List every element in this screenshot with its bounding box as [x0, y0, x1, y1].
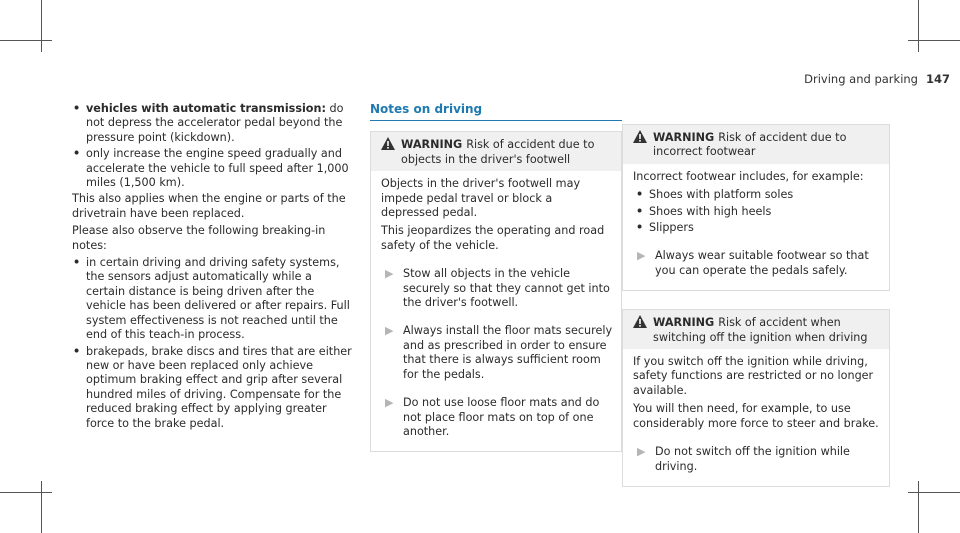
- warning-title: Risk of accident due to objects in the driver's footwell: [401, 138, 595, 166]
- action-text: Stow all objects in the vehicle securely so that they cannot get into the driver's footwell.: [403, 267, 610, 310]
- title-rule: [370, 120, 622, 121]
- warning-box: [370, 131, 622, 452]
- bullet-dot-icon: •: [636, 204, 644, 218]
- warning-title: Risk of accident due to incorrect footwear: [653, 131, 847, 159]
- paragraph: This also applies when the engine or parts of the drivetrain have been replaced.: [72, 192, 346, 220]
- paragraph: You will then need, for example, to use considerably more force to steer and brake.: [633, 402, 879, 430]
- action-text: Do not switch off the ignition while driving.: [655, 445, 850, 473]
- list-item-text: brakepads, brake discs and tires that are either new or have been replaced only achieve optimum braking effect and grip after several hundred miles of driving. Compensate for the reduced braking effect by applying greater force to the brake pedal.: [86, 344, 352, 430]
- paragraph: Objects in the driver's footwell may impede pedal travel or block a depressed pedal.: [381, 177, 581, 220]
- column-notes-on-driving: [370, 102, 622, 452]
- warning-header: [623, 310, 889, 349]
- crop-mark: [908, 492, 960, 493]
- action-item: [633, 445, 881, 474]
- paragraph: Incorrect footwear includes, for example:: [633, 169, 864, 183]
- list-item-text: in certain driving and driving safety systems, the sensors adjust automatically while a certain distance is being driven after the vehicle has been delivered or after repairs. Full system effectiveness is not reached until the end of this teach-in process.: [86, 256, 350, 342]
- warning-box: [622, 309, 890, 487]
- action-text: Always wear suitable footwear so that you can operate the pedals safely.: [655, 249, 869, 277]
- section-title: Notes on driving: [370, 102, 483, 116]
- arrow-right-icon: ▶: [637, 445, 646, 459]
- column-breaking-in: [72, 102, 352, 433]
- arrow-right-icon: ▶: [385, 324, 394, 338]
- list-item: [72, 345, 352, 431]
- crop-mark: [41, 0, 42, 52]
- crop-mark: [908, 40, 960, 41]
- bullet-dot-icon: •: [73, 344, 81, 358]
- warning-label: WARNING: [401, 138, 463, 152]
- warning-label: WARNING: [653, 316, 715, 330]
- paragraph: Please also observe the following breaking-in notes:: [72, 224, 326, 252]
- warning-body: [623, 349, 889, 486]
- list-item-text: Shoes with platform soles: [649, 188, 794, 202]
- paragraph: This jeopardizes the operating and road safety of the vehicle.: [381, 224, 605, 252]
- action-text: Do not use loose floor mats and do not place floor mats on top of one another.: [403, 396, 600, 438]
- arrow-right-icon: ▶: [637, 249, 646, 263]
- paragraph: If you switch off the ignition while driving, safety functions are restricted or no longer available.: [633, 355, 874, 397]
- warning-triangle-icon: [633, 130, 647, 143]
- crop-mark: [41, 481, 42, 533]
- crop-mark: [0, 40, 52, 41]
- bullet-dot-icon: •: [73, 256, 81, 270]
- bullet-dot-icon: •: [636, 188, 644, 202]
- list-item: [72, 102, 352, 145]
- bullet-dot-icon: •: [73, 102, 81, 115]
- crop-mark: [918, 481, 919, 533]
- action-text: Always install the floor mats securely and as prescribed in order to ensure that there is always sufficient room for the pedals.: [403, 324, 613, 381]
- list-item-text: Slippers: [649, 221, 694, 235]
- warning-label: WARNING: [653, 131, 715, 144]
- warning-triangle-icon: [633, 315, 647, 328]
- list-item: [635, 188, 881, 202]
- column-warnings: [622, 124, 890, 487]
- list-item-text: do not depress the accelerator pedal beyond the pressure point (kickdown).: [86, 102, 344, 144]
- arrow-right-icon: ▶: [385, 267, 394, 281]
- crop-mark: [918, 0, 919, 52]
- list-item: [635, 221, 881, 235]
- crop-mark: [0, 492, 52, 493]
- bullet-dot-icon: •: [636, 221, 644, 235]
- warning-title: Risk of accident when switching off the ignition when driving: [653, 316, 868, 344]
- warning-box: [622, 124, 890, 291]
- action-item: [381, 396, 613, 439]
- action-item: [633, 249, 881, 278]
- list-item: [72, 147, 352, 190]
- warning-body: [371, 171, 621, 451]
- arrow-right-icon: ▶: [385, 396, 394, 410]
- warning-body: [623, 164, 889, 290]
- section-name: Driving and parking: [804, 72, 918, 86]
- list-item-text: only increase the engine speed gradually and accelerate the vehicle to full speed after 1,000 miles (1,500 km).: [86, 147, 349, 190]
- action-item: [381, 267, 613, 310]
- warning-triangle-icon: [381, 137, 395, 150]
- running-header: [760, 72, 950, 86]
- warning-header: [623, 125, 889, 164]
- bullet-dot-icon: •: [73, 147, 81, 161]
- action-item: [381, 324, 613, 382]
- list-item: [72, 256, 352, 342]
- list-item-text: Shoes with high heels: [649, 204, 772, 218]
- page-number: 147: [925, 72, 950, 86]
- list-item: [635, 205, 881, 219]
- warning-header: [371, 132, 621, 171]
- list-item-bold: vehicles with automatic transmission:: [86, 102, 326, 115]
